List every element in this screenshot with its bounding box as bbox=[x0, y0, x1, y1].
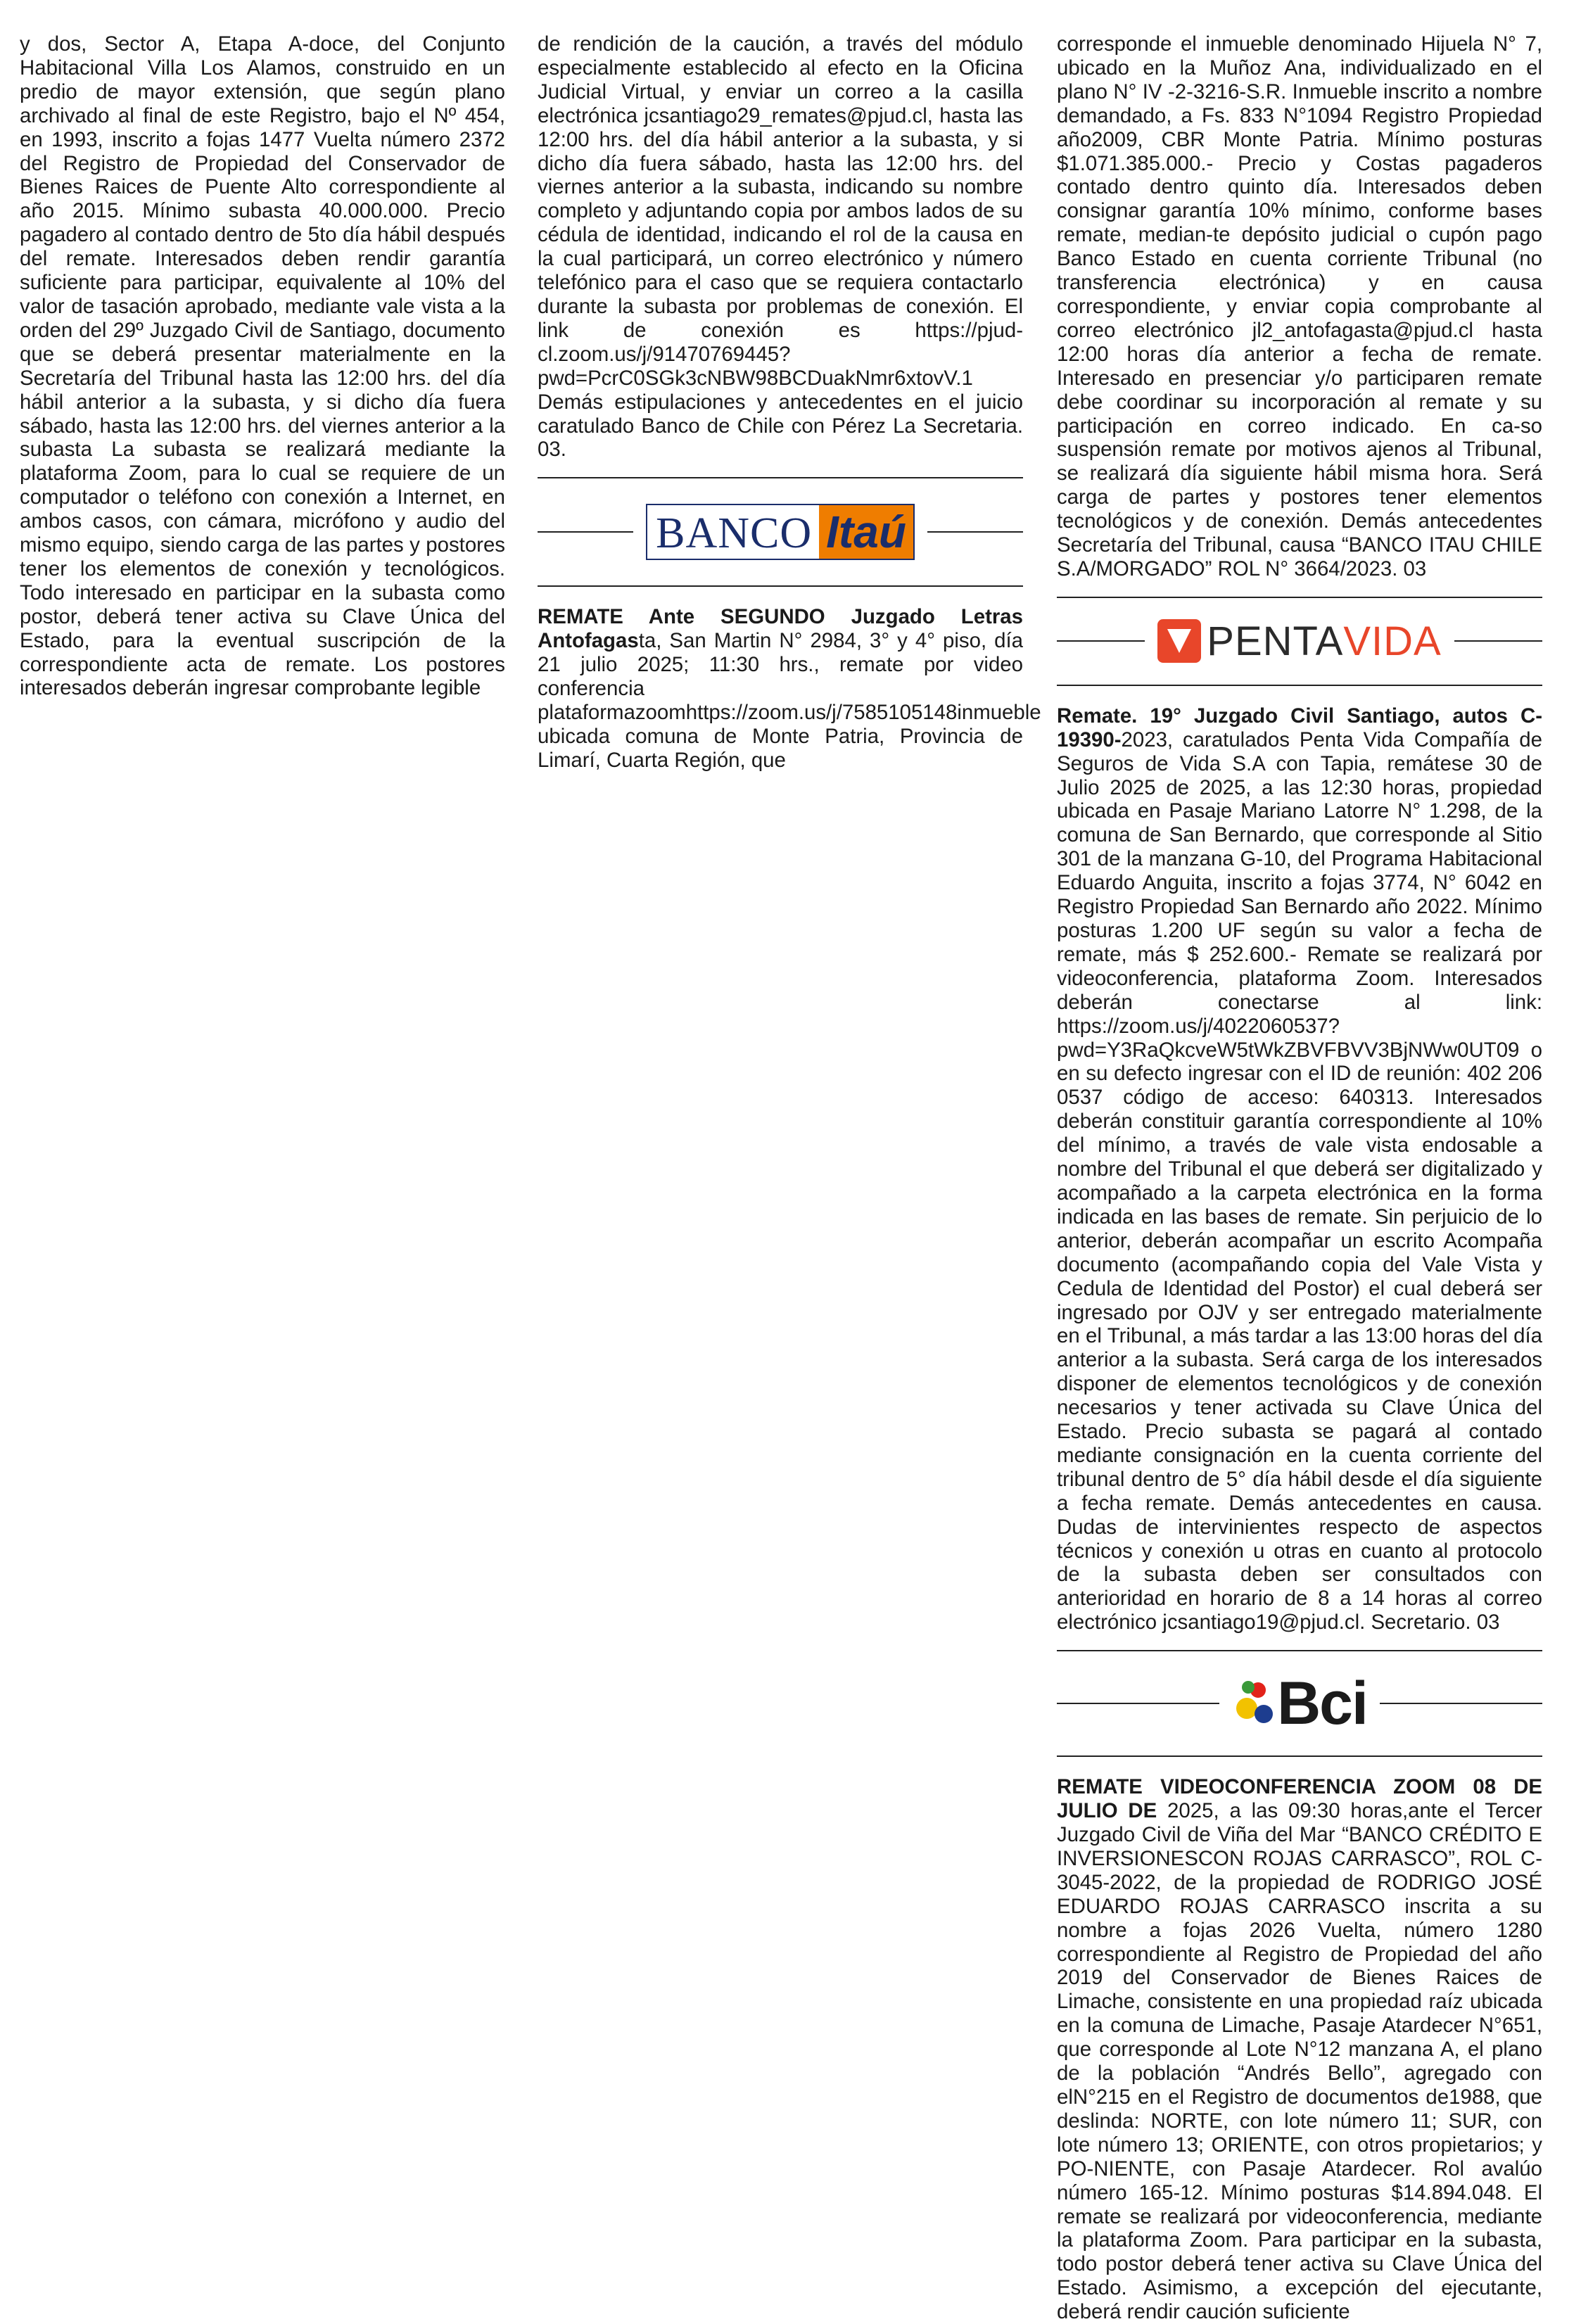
notice-text bbox=[1057, 704, 1542, 1634]
column-3 bbox=[1057, 32, 1542, 2324]
pentavida-v-icon bbox=[1157, 619, 1201, 663]
logo-text-vida: VIDA bbox=[1343, 618, 1442, 664]
notice-heading: REMATE Ante SEGUNDO Juzgado Letras Antofagas bbox=[538, 605, 1023, 653]
logo-text-bci: Bci bbox=[1277, 1670, 1367, 1738]
notice-text: de rendición de la caución, a través del módulo especialmente establecido al efecto en la Oficina Judicial Virtual, y enviar un correo a la casilla electrónica jcsantiago29_remates@pjud.cl, hasta las 12:00 hrs. del día hábil anterior a la subasta, y si dicho día fuera sábado, hasta las 12:00 hrs. del viernes anterior a la subasta, indicando su nombre completo y adjuntando copia por ambos lados de su cédula de identidad, indicando el rol de la causa en la cual participará, un correo electrónico y número telefónico para el caso que se requiera contactarlo durante la subasta por problemas de conexión. El link de conexión es https://pjud-cl.zoom.us/j/91470769445? pwd=PcrC0SGk3cNBW98BCDuakNmr6xtovV.1 Demás estipulaciones y antecedentes en el juicio caratulado Banco de Chile con Pérez La Secretaria. 03. bbox=[538, 32, 1023, 462]
notice-text bbox=[1057, 1775, 1542, 2324]
notice-body: ta, San Martin N° 2984, 3° y 4° piso, día 21 julio 2025; 11:30 hrs., remate por video conferencia plataformazoomhttps://zoom.us/j/7585105148inmueble ubicada comuna de Monte Patria, Provincia de Limarí, Cuarta Región, que bbox=[538, 629, 1041, 772]
notice-body: 2025, a las 09:30 horas,ante el Tercer Juzgado Civil de Viña del Mar “BANCO CRÉDITO E INVERSIONESCON ROJAS CARRASCO”, ROL C-3045-2022, de la propiedad de RODRIGO JOSÉ EDUARDO ROJAS CARRASCO inscrita a su nombre a fojas 2026 Vuelta, número 1280 correspondiente al Registro de Propiedad del año 2019 del Conservador de Bienes Raices de Limache, consistente en una propiedad raíz ubicada en la comuna de Limache, Pasaje Atardecer N°651, que corresponde al Lote N°12 manzana A, el plano de la población “Andrés Bello”, agregado con elN°215 en el Registro de documentos de1988, que deslinda: NORTE, con lote número 11; SUR, con lote número 13; ORIENTE, con otros propietarios; y PO-NIENTE, con Pasaje Atardecer. Rol avalúo número 165-12. Mínimo posturas $14.894.048. El remate se realizará por videoconferencia, mediante la plataforma Zoom. Para participar en la subasta, todo postor deberá tener activa su Clave Única del Estado. Asimismo, a excepción del ejecutante, deberá rendir caución suficiente bbox=[1057, 1799, 1542, 2324]
column-1 bbox=[20, 32, 505, 700]
pentavida-logo-row bbox=[1057, 618, 1542, 665]
bci-mark-icon bbox=[1232, 1677, 1277, 1730]
logo-text-penta: PENTA bbox=[1207, 618, 1344, 664]
bci-logo bbox=[1232, 1670, 1367, 1738]
notice-text: corresponde el inmueble denominado Hijuela N° 7, ubicado en la Muñoz Ana, individualizado en el plano N° IV -2-3216-S.R. Inmueble inscrito a nombre demandado, a Fs. 833 N°1094 Registro Propiedad año2009, CBR Monte Patria. Mínimo posturas $1.071.385.000.- Precio y Costas pagaderos contado dentro quinto día. Interesados deben consignar garantía 10% mínimo, conforme bases remate, median-te depósito judicial o cupón pago Banco Estado en cuenta corriente Tribunal (no transferencia electrónica) y en causa correspondiente, y enviar copia comprobante al correo electrónico jl2_antofagasta@pjud.cl hasta 12:00 horas día anterior a fecha de remate. Interesado en presenciar y/o participaren remate debe coordinar su incorporación al remate y su participación en correo indicado. En ca-so suspensión remate por motivos ajenos al Tribunal, se realizará día siguiente hábil misma hora. Será carga de partes y postores tener elementos tecnológicos y de conexión. Demás antecedentes Secretaría del Tribunal, causa “BANCO ITAU CHILE S.A/MORGADO” ROL N° 3664/2023. 03 bbox=[1057, 32, 1542, 580]
notice-text bbox=[538, 605, 1041, 772]
banco-itau-logo-row bbox=[538, 504, 1023, 560]
notice-body: 2023, caratulados Penta Vida Compañía de Seguros de Vida S.A con Tapia, remátese 30 de Julio 2025 de 2025, a las 12:30 horas, propiedad ubicada en Pasaje Mariano Latorre N° 1.298, de la comuna de San Bernardo, que corresponde al Sitio 301 de la manzana G-10, del Programa Habitacional Eduardo Anguita, inscrito a fojas 3774, N° 6042 en Registro Propiedad San Bernardo año 2022. Mínimo posturas 1.200 UF según su valor a fecha de remate, más $ 252.600.- Remate se realizará por videoconferencia, plataforma Zoom. Interesados deberán conectarse al link: https://zoom.us/j/4022060537?pwd=Y3RaQkcveW5tWkZBVFBVV3BjNWw0UT09 o en su defecto ingresar con el ID de reunión: 402 206 0537 código de acceso: 640313. Interesados deberán constituir garantía correspondiente al 10% del mínimo, a través de vale vista endosable a nombre del Tribunal el que deberá ser digitalizado y acompañado a la carpeta electrónica en la forma indicada en las bases de remate. Sin perjuicio de lo anterior, deberán acompañar un escrito Acompaña documento (acompañando copia del Vale Vista y Cedula de Identidad del Postor) el cual deberá ser ingresado por OJV y ser entregado materialmente en el Tribunal, a más tardar a las 13:00 horas del día anterior a la subasta. Será carga de los interesados disponer de elementos tecnológicos y de conexión necesarios y tener activada su Clave Única del Estado. Precio subasta se pagará al contado mediante consignación en la cuenta corriente del tribunal dentro de 5° día hábil desde el día siguiente a fecha remate. Demás antecedentes en causa. Dudas de intervinientes respecto de aspectos técnicos y conexión u otras en cuanto al protocolo de la subasta deben ser consultados con anterioridad en horario de 8 a 14 horas al correo electrónico jcsantiago19@pjud.cl. Secretario. 03 bbox=[1057, 728, 1542, 1634]
column-2 bbox=[538, 32, 1041, 773]
logo-text-banco: BANCO bbox=[656, 509, 813, 558]
notice-heading: Remate. 19° Juzgado Civil Santiago, autos C-19390- bbox=[1057, 704, 1542, 751]
notice-heading: REMATE VIDEOCONFERENCIA ZOOM 08 DE JULIO DE bbox=[1057, 1775, 1542, 1823]
logo-text-itau: Itaú bbox=[819, 505, 913, 559]
banco-itau-logo bbox=[646, 504, 915, 560]
pentavida-logo bbox=[1157, 618, 1441, 665]
notice-text: y dos, Sector A, Etapa A-doce, del Conjunto Habitacional Villa Los Alamos, construido en un predio de mayor extensión, que según plano archivado al final de este Registro, bajo el Nº 454, en 1993, inscrito a fojas 1477 Vuelta número 2372 del Registro de Propiedad del Conservador de Bienes Raices de Puente Alto correspondiente al año 2015. Mínimo subasta 40.000.000. Precio pagadero al contado dentro de 5to día hábil después del remate. Interesados deben rendir garantía suficiente para participar, equivalente al 10% del valor de tasación aprobado, mediante vale vista a la orden del 29º Juzgado Civil de Santiago, documento que se deberá presentar materialmente en la Secretaría del Tribunal hasta las 12:00 hrs. del día hábil anterior a la subasta, y si dicho día fuera sábado, hasta las 12:00 hrs. del viernes anterior a la subasta La subasta se realizará mediante la plataforma Zoom, para lo cual se requiere de un computador o teléfono con conexión a Internet, en ambos casos, con cámara, micrófono y audio del mismo equipo, siendo carga de las partes y postores tener los elementos de conexión y tecnológicos. Todo interesado en participar en la subasta como postor, deberá tener activa su Clave Única del Estado, para la eventual suscripción de la correspondiente acta de remate. Los postores interesados deberán ingresar comprobante legible bbox=[20, 32, 505, 700]
bci-logo-row bbox=[1057, 1670, 1542, 1738]
